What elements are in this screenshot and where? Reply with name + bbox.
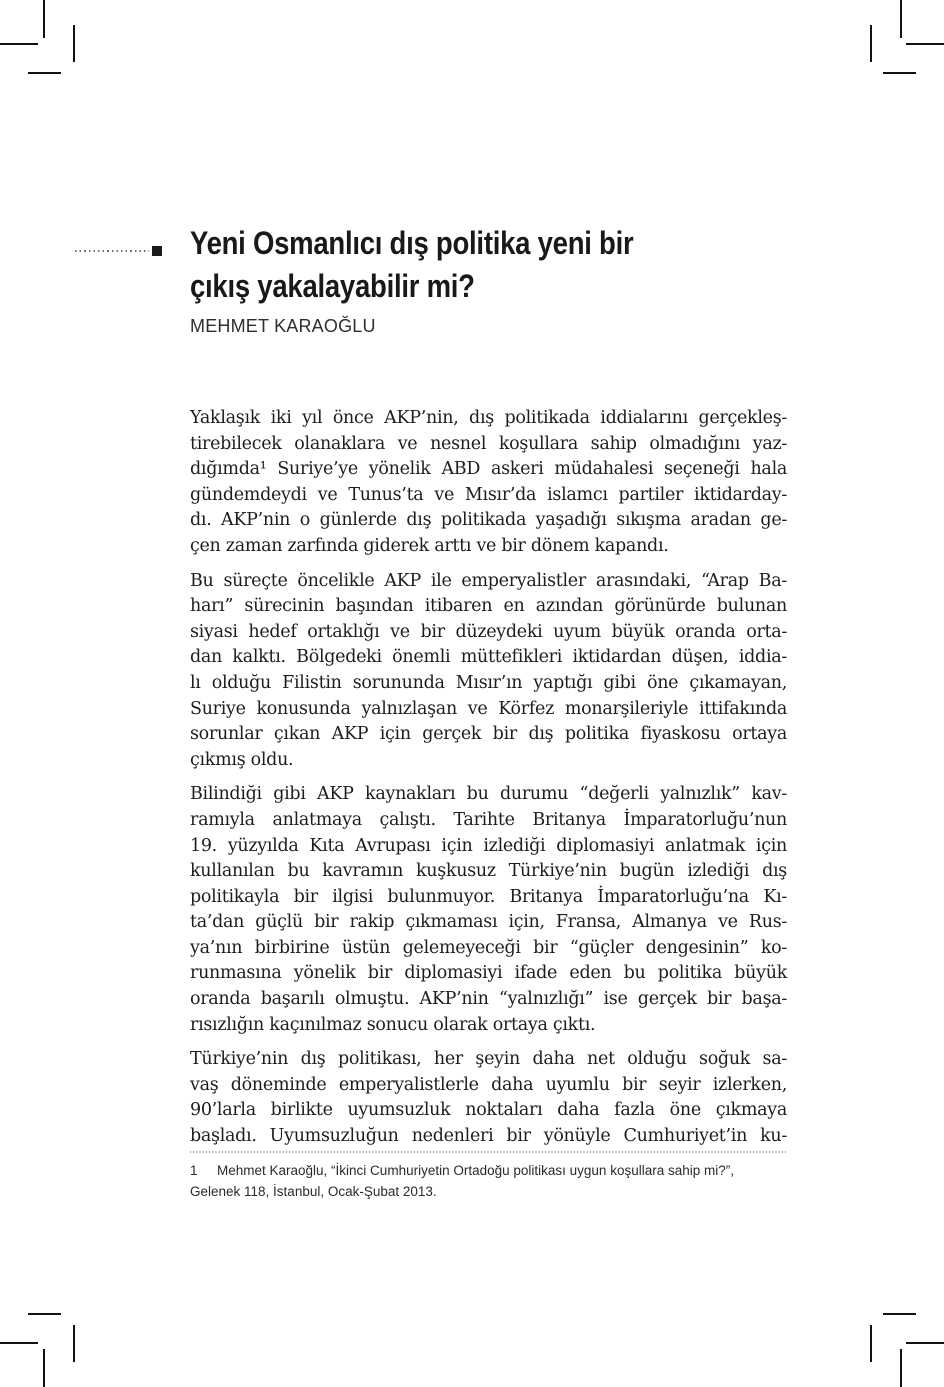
crop-mark bbox=[0, 43, 38, 45]
text-line: runmasına yönelik bir diplomasiyi ifade eden bu politika büyük bbox=[190, 963, 787, 984]
crop-mark bbox=[43, 0, 45, 38]
text-line: dığımda¹ Suriye’ye yönelik ABD askeri müdahalesi seçeneği hala bbox=[190, 459, 787, 480]
dotted-leader-line bbox=[75, 250, 149, 252]
footnote-marker: 1 bbox=[190, 1163, 198, 1178]
text-line: çen zaman zarfında giderek arttı ve bir dönem kapandı. bbox=[190, 535, 669, 556]
text-line: çıkmış oldu. bbox=[190, 749, 294, 770]
text-line: harı” sürecinin başından itibaren en azından görünürde bulunan bbox=[190, 596, 787, 617]
crop-mark bbox=[28, 1313, 61, 1315]
text-line: gündemdeydi ve Tunus’ta ve Mısır’da islamcı partiler iktidarday- bbox=[190, 484, 787, 505]
text-line: dan kalktı. Bölgedeki önemli müttefikleri iktidardan düşen, iddia- bbox=[190, 647, 787, 668]
text-line: Türkiye’nin dış politikası, her şeyin daha net olduğu soğuk sa- bbox=[190, 1049, 787, 1070]
text-line: tirebilecek olanaklara ve nesnel koşullara sahip olmadığını yaz- bbox=[190, 433, 787, 454]
text-line: Suriye konusunda yalnızlaşan ve Körfez monarşileriyle ittifakında bbox=[190, 698, 787, 719]
crop-mark bbox=[900, 1349, 902, 1387]
article-title bbox=[190, 222, 633, 308]
footnote-separator-rule bbox=[190, 1151, 787, 1153]
text-line: oranda başarılı olmuştu. AKP’nin “yalnızlığı” ise gerçek bir başa- bbox=[190, 989, 787, 1010]
footnote-area bbox=[190, 1151, 787, 1202]
crop-mark bbox=[73, 1325, 75, 1362]
text-line: başladı. Uyumsuzluğun nedenleri bir yönüyle Cumhuriyet’in ku- bbox=[190, 1126, 787, 1147]
text-line: politikayla bir ilgisi bulunmuyor. Britanya İmparatorluğu’na Kı- bbox=[190, 886, 787, 907]
text-line: siyasi hedef ortaklığı ve bir düzeydeki uyum büyük oranda orta- bbox=[190, 621, 787, 642]
paragraph bbox=[190, 782, 787, 1038]
text-line: 90’larla birlikte uyumsuzluk noktaları daha fazla öne çıkmaya bbox=[190, 1100, 787, 1121]
footnote bbox=[190, 1160, 787, 1202]
crop-mark bbox=[906, 1342, 944, 1344]
text-line: dı. AKP’nin o günlerde dış politikada yaşadığı sıkışma aradan ge- bbox=[190, 510, 787, 531]
paragraph bbox=[190, 1047, 787, 1149]
crop-mark bbox=[870, 1325, 872, 1362]
title-ornament bbox=[75, 246, 162, 256]
footnote-line bbox=[190, 1160, 787, 1181]
text-line: Bilindiği gibi AKP kaynakları bu durumu “değerli yalnızlık” kav- bbox=[190, 784, 787, 805]
article-title-line-1: Yeni Osmanlıcı dış politika yeni bir bbox=[190, 225, 634, 261]
text-line: ta’dan güçlü bir rakip çıkmaması için, Fransa, Almanya ve Rus- bbox=[190, 912, 787, 933]
article-body bbox=[190, 406, 787, 1150]
article-title-line-2: çıkış yakalayabilir mi? bbox=[190, 268, 475, 304]
text-line: lı olduğu Filistin sorununda Mısır’ın yaptığı gibi öne çıkamayan, bbox=[190, 672, 787, 693]
text-line: 19. yüzyılda Kıta Avrupası için izlediği diplomasiyi anlatmak için bbox=[190, 835, 787, 856]
author-name: MEHMET KARAOĞLU bbox=[190, 316, 376, 336]
crop-mark bbox=[900, 0, 902, 38]
crop-mark bbox=[870, 25, 872, 62]
text-line: rısızlığın kaçınılmaz sonucu olarak ortaya çıktı. bbox=[190, 1014, 596, 1035]
text-line: sorunlar çıkan AKP için gerçek bir dış politika fiyaskosu ortaya bbox=[190, 724, 787, 745]
text-line: Bu süreçte öncelikle AKP ile emperyalistler arasındaki, “Arap Ba- bbox=[190, 570, 787, 591]
text-line: ramıyla anlatmaya çalıştı. Tarihte Britanya İmparatorluğu’nun bbox=[190, 809, 787, 830]
crop-mark bbox=[73, 25, 75, 62]
crop-mark bbox=[28, 72, 61, 74]
crop-mark bbox=[43, 1349, 45, 1387]
footnote-line: Gelenek 118, İstanbul, Ocak-Şubat 2013. bbox=[190, 1184, 437, 1199]
crop-mark bbox=[0, 1342, 38, 1344]
crop-mark bbox=[906, 43, 944, 45]
text-line: vaş döneminde emperyalistlerle daha uyumlu bir seyir izlerken, bbox=[190, 1074, 787, 1095]
crop-mark bbox=[883, 72, 916, 74]
footnote-text: Mehmet Karaoğlu, “İkinci Cumhuriyetin Ortadoğu politikası uygun koşullara sahip mi?”, bbox=[217, 1163, 734, 1178]
text-line: ya’nın birbirine üstün gelemeyeceği bir “güçler dengesinin” ko- bbox=[190, 937, 787, 958]
paragraph bbox=[190, 406, 787, 560]
text-line: kullanılan bu kavramın kuşkusuz Türkiye’nin bugün izlediği dış bbox=[190, 861, 787, 882]
crop-mark bbox=[883, 1313, 916, 1315]
text-line: Yaklaşık iki yıl önce AKP’nin, dış politikada iddialarını gerçekleş- bbox=[190, 408, 787, 428]
square-bullet-icon bbox=[152, 246, 162, 256]
paragraph bbox=[190, 569, 787, 774]
